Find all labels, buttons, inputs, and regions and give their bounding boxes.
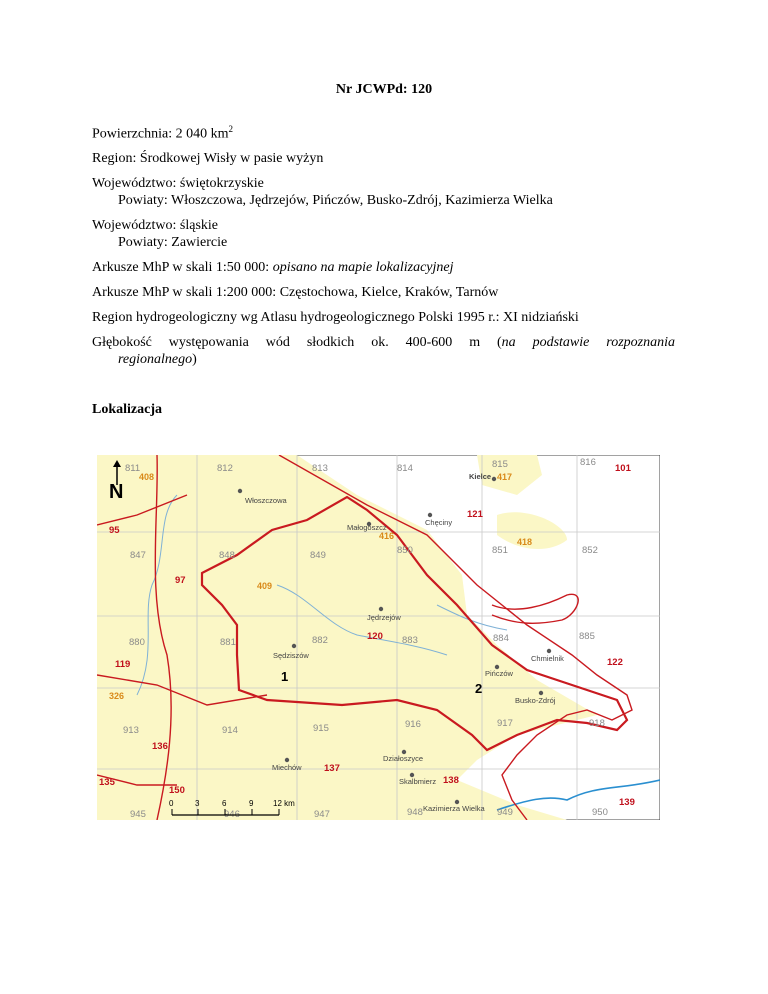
sheet-811: 811 [125,463,141,474]
town-malogoszcz: Małogoszcz [347,523,387,532]
sheets-50k-line [92,260,454,276]
depth-prefix: Głębokość występowania wód słodkich ok. 400-600 m ( [92,335,502,350]
districts-line-1: Powiaty: Włoszczowa, Jędrzejów, Pińczów, Busko-Zdrój, Kazimierza Wielka [118,193,553,208]
area-text: Powierzchnia: 2 040 km [92,126,229,142]
sheet-918: 918 [589,718,605,729]
town-sedziszow: Sędziszów [273,651,309,660]
town-kielce: Kielce [469,472,492,481]
sheet-848: 848 [219,550,235,561]
subregion-416: 416 [379,531,395,541]
town-checiny: Chęciny [425,518,453,527]
hydro-region-line: Region hydrogeologiczny wg Atlasu hydrogeologicznego Polski 1995 r.: XI nidziański [92,310,579,325]
subregion-409: 409 [257,581,273,591]
town-kazimierza: Kazimierza Wielka [423,804,485,813]
sheet-949: 949 [497,807,513,818]
area-line [92,124,233,143]
town-skalbmierz: Skalbmierz [399,777,437,786]
town-miechow: Miechów [272,763,302,772]
town-busko: Busko-Zdrój [515,696,556,705]
sheet-816: 816 [580,457,596,468]
sheet-881: 881 [220,637,236,648]
region-135: 135 [99,777,115,788]
depth-italic-2: regionalnego [118,352,193,367]
section-title: Lokalizacja [92,402,162,417]
town-dzialoszyce: Działoszyce [383,754,424,763]
districts-line-2: Powiaty: Zawiercie [118,235,228,250]
sheet-914: 914 [222,725,238,736]
sheet-916: 916 [405,719,421,730]
sheets-50k-value: opisano na mapie lokalizacyjnej [272,260,454,275]
scale-tick-0: 0 [169,799,174,808]
depth-italic-1: na podstawie rozpoznania [501,335,676,350]
region-119: 119 [115,659,131,670]
town-pinczow: Pińczów [485,669,513,678]
region-line: Region: Środkowej Wisły w pasie wyżyn [92,151,324,166]
scale-tick-6: 6 [222,799,227,808]
sheet-917: 917 [497,718,513,729]
sheet-885: 885 [579,631,595,642]
subregion-418: 418 [517,537,533,547]
sheet-884: 884 [493,633,509,644]
sheet-948: 948 [407,807,423,818]
subregion-408: 408 [139,472,155,482]
depth-line [92,335,675,351]
sheet-847: 847 [130,550,146,561]
depth-suffix: ) [192,352,197,367]
sheets-50k-label: Arkusze MhP w skali 1:50 000: [92,260,273,275]
town-wloszczowa: Włoszczowa [245,496,287,505]
sheet-882: 882 [312,635,328,646]
region-150: 150 [169,785,185,796]
scale-tick-9: 9 [249,799,254,808]
document-title: Nr JCWPd: 120 [335,82,433,97]
voivodeship-line-1: Województwo: świętokrzyskie [92,176,264,191]
marker-1: 1 [281,669,289,684]
sheet-950: 950 [592,807,608,818]
town-chmielnik: Chmielnik [531,654,564,663]
scale-tick-12: 12 km [273,799,295,808]
sheet-947: 947 [314,809,330,820]
sheet-812: 812 [217,463,233,474]
marker-2: 2 [475,681,483,696]
sheet-850: 850 [397,545,413,556]
voivodeship-line-2: Województwo: śląskie [92,218,219,233]
sheet-814: 814 [397,463,413,474]
location-map [97,455,660,820]
sheet-880: 880 [129,637,145,648]
region-137: 137 [324,763,340,774]
north-label: N [109,481,124,503]
sheet-915: 915 [313,723,329,734]
region-101: 101 [615,463,631,474]
region-97: 97 [175,575,186,586]
region-138: 138 [443,775,459,786]
sheet-851: 851 [492,545,508,556]
region-120: 120 [367,631,383,642]
sheet-883: 883 [402,635,418,646]
region-95: 95 [109,525,120,536]
region-121: 121 [467,509,483,520]
depth-line-2 [118,352,197,368]
town-jedrzejow: Jędrzejów [367,613,401,622]
area-superscript: 2 [228,124,233,134]
sheet-815: 815 [492,459,508,470]
sheet-913: 913 [123,725,139,736]
sheet-852: 852 [582,545,598,556]
sheet-849: 849 [310,550,326,561]
subregion-326: 326 [109,691,125,701]
scale-tick-3: 3 [195,799,200,808]
sheet-813: 813 [312,463,328,474]
region-139: 139 [619,797,635,808]
sheet-945: 945 [130,809,146,820]
region-136: 136 [152,741,168,752]
region-122: 122 [607,657,623,668]
subregion-417: 417 [497,472,513,482]
sheet-946: 946 [224,809,240,820]
sheets-200k-line: Arkusze MhP w skali 1:200 000: Częstochowa, Kielce, Kraków, Tarnów [92,285,499,300]
